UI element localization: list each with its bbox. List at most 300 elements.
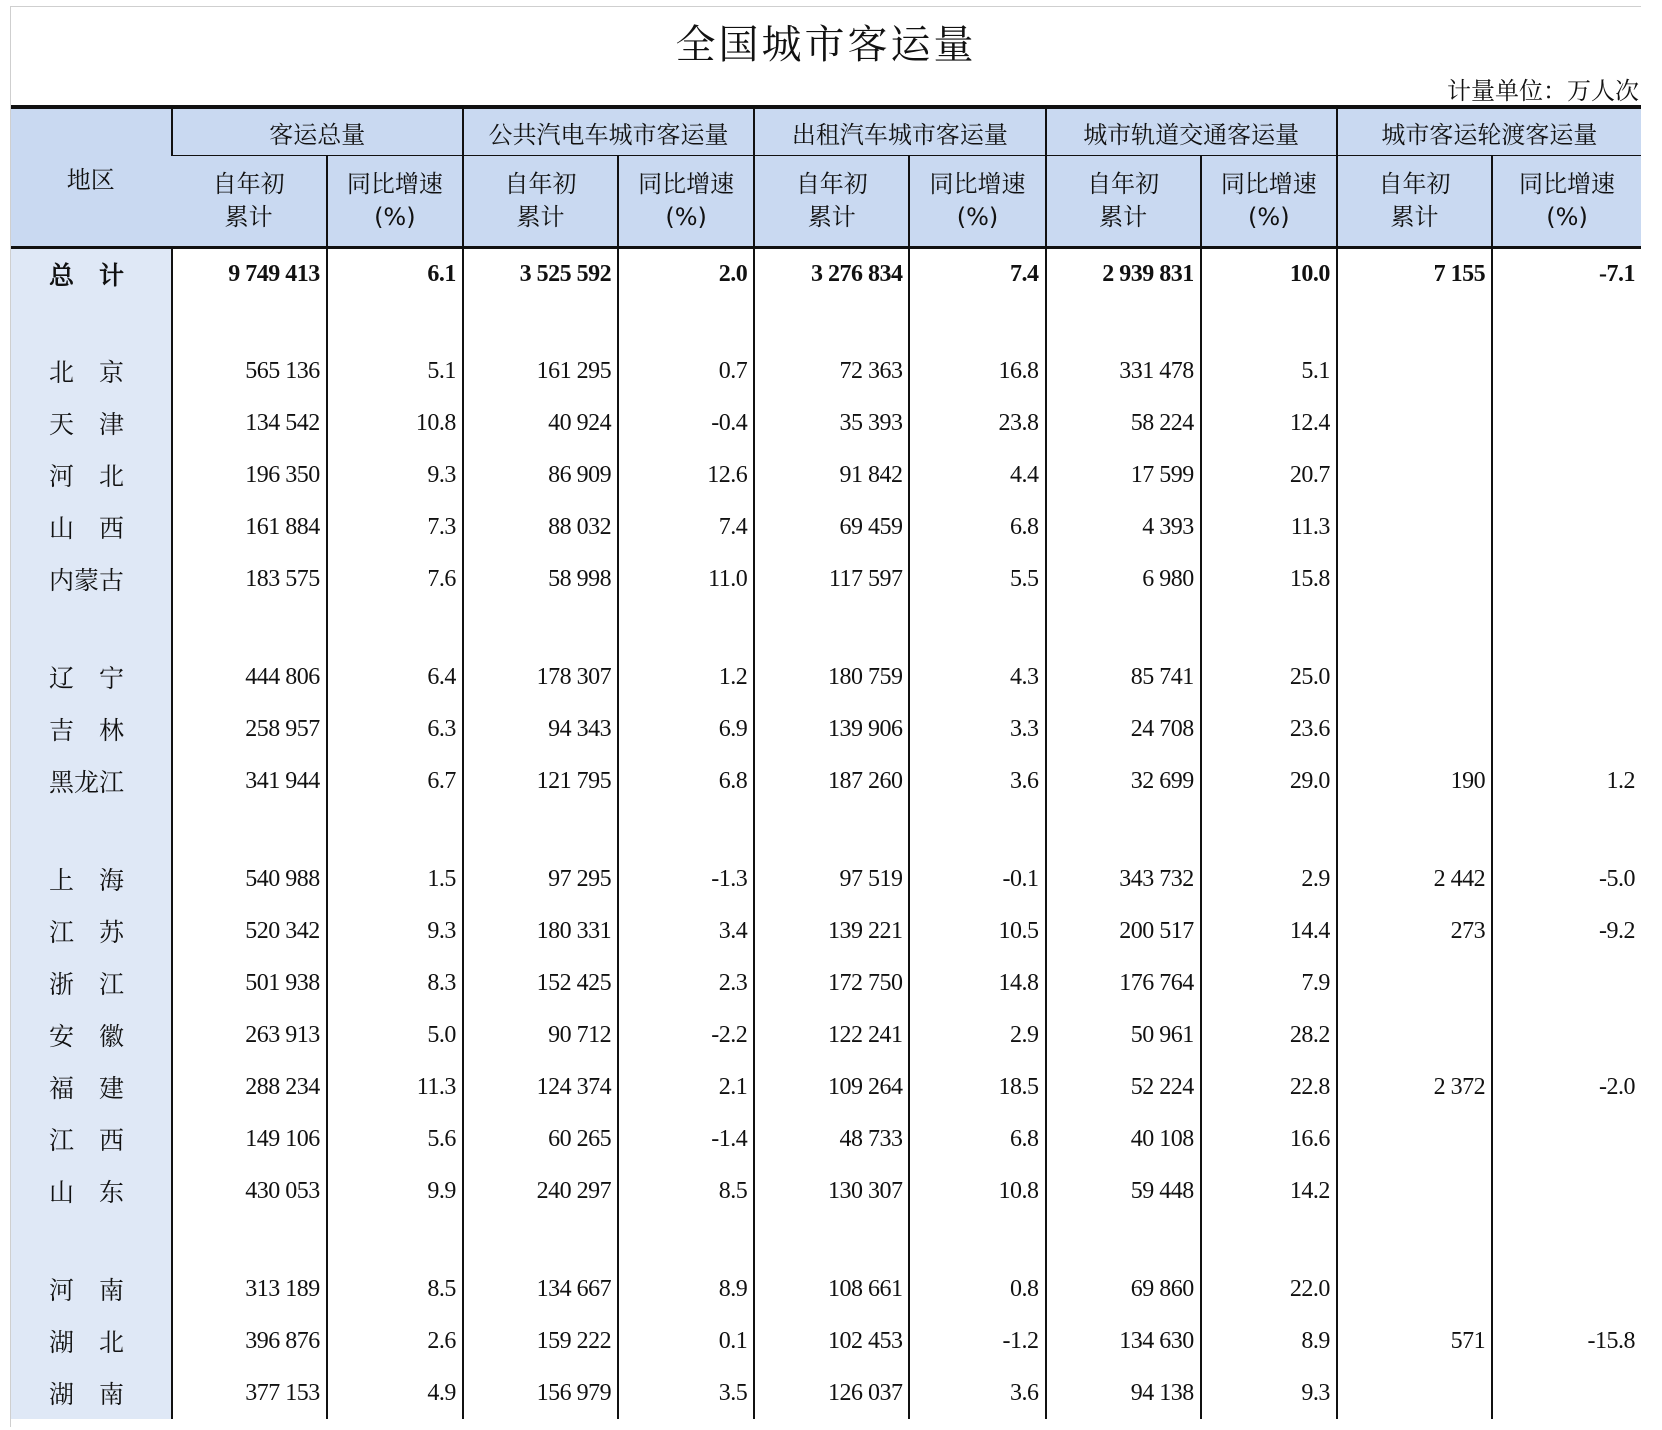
empty-cell	[463, 807, 618, 853]
region-cell: 上 海	[11, 853, 172, 905]
ytd-value-cell	[1337, 449, 1492, 501]
subheader-line: (%)	[1546, 203, 1588, 231]
ytd-value-cell: 178 307	[463, 651, 618, 703]
ytd-value-cell: 86 909	[463, 449, 618, 501]
subheader-ytd-cumulative	[172, 156, 327, 248]
total-row	[11, 248, 1641, 300]
table-header	[11, 107, 1641, 248]
growth-value-cell: 4.3	[909, 651, 1045, 703]
ytd-value-cell: 91 842	[754, 449, 909, 501]
growth-value-cell	[1492, 1367, 1641, 1419]
growth-value-cell: 23.6	[1201, 703, 1337, 755]
empty-cell	[754, 1217, 909, 1263]
header-group-row	[11, 107, 1641, 156]
growth-value-cell: 28.2	[1201, 1009, 1337, 1061]
ytd-value-cell: 240 297	[463, 1165, 618, 1217]
ytd-value-cell: 180 331	[463, 905, 618, 957]
growth-value-cell: 6.3	[327, 703, 463, 755]
ytd-value-cell: 501 938	[172, 957, 327, 1009]
growth-value-cell: 3.4	[618, 905, 754, 957]
table-row	[11, 345, 1641, 397]
ytd-value-cell: 273	[1337, 905, 1492, 957]
ytd-value-cell: 102 453	[754, 1315, 909, 1367]
ytd-value-cell: 152 425	[463, 957, 618, 1009]
region-cell: 河 北	[11, 449, 172, 501]
ytd-value-cell: 156 979	[463, 1367, 618, 1419]
empty-cell	[1046, 1217, 1201, 1263]
growth-value-cell: 6.4	[327, 651, 463, 703]
region-cell: 北 京	[11, 345, 172, 397]
subheader-yoy-growth	[1201, 156, 1337, 248]
growth-value-cell: -1.3	[618, 853, 754, 905]
growth-value-cell: 8.5	[327, 1263, 463, 1315]
region-cell: 河 南	[11, 1263, 172, 1315]
ytd-value-cell: 444 806	[172, 651, 327, 703]
growth-value-cell: 7.4	[909, 248, 1045, 300]
growth-value-cell: 22.0	[1201, 1263, 1337, 1315]
growth-value-cell: 6.8	[618, 755, 754, 807]
table-body	[11, 248, 1641, 1420]
ytd-value-cell: 117 597	[754, 553, 909, 605]
subheader-line: (%)	[956, 203, 999, 231]
subheader-yoy-growth	[1492, 156, 1641, 248]
region-cell: 浙 江	[11, 957, 172, 1009]
growth-value-cell: 2.9	[909, 1009, 1045, 1061]
ytd-value-cell: 85 741	[1046, 651, 1201, 703]
ytd-value-cell: 4 393	[1046, 501, 1201, 553]
subheader-line: 累计	[1390, 203, 1439, 231]
spacer-row	[11, 1217, 1641, 1263]
ytd-value-cell: 58 998	[463, 553, 618, 605]
region-header: 地区	[11, 107, 172, 248]
ytd-value-cell: 17 599	[1046, 449, 1201, 501]
table-row	[11, 957, 1641, 1009]
empty-cell	[172, 1217, 327, 1263]
growth-value-cell: -2.2	[618, 1009, 754, 1061]
ytd-value-cell	[1337, 1263, 1492, 1315]
empty-cell	[172, 299, 327, 345]
ytd-value-cell: 50 961	[1046, 1009, 1201, 1061]
empty-cell	[172, 807, 327, 853]
growth-value-cell: 8.9	[618, 1263, 754, 1315]
spacer-row	[11, 605, 1641, 651]
ytd-value-cell: 196 350	[172, 449, 327, 501]
table-row	[11, 553, 1641, 605]
ytd-value-cell: 172 750	[754, 957, 909, 1009]
subheader-line: (%)	[665, 203, 707, 231]
growth-value-cell: 12.4	[1201, 397, 1337, 449]
group-header-ferry: 城市客运轮渡客运量	[1337, 107, 1641, 156]
ytd-value-cell: 109 264	[754, 1061, 909, 1113]
growth-value-cell: 14.4	[1201, 905, 1337, 957]
subheader-ytd-cumulative	[1337, 156, 1492, 248]
growth-value-cell: 11.3	[1201, 501, 1337, 553]
empty-cell	[618, 807, 754, 853]
subheader-yoy-growth	[327, 156, 463, 248]
ytd-value-cell: 258 957	[172, 703, 327, 755]
ytd-value-cell: 121 795	[463, 755, 618, 807]
table-row	[11, 651, 1641, 703]
ytd-value-cell: 58 224	[1046, 397, 1201, 449]
empty-cell	[909, 605, 1045, 651]
subheader-line: 同比增速	[638, 170, 735, 198]
subheader-line: 自年初	[212, 170, 285, 198]
subheader-line: 自年初	[504, 170, 577, 198]
empty-cell	[1492, 1217, 1641, 1263]
ytd-value-cell: 59 448	[1046, 1165, 1201, 1217]
table-row	[11, 397, 1641, 449]
group-header-taxi: 出租汽车城市客运量	[754, 107, 1045, 156]
subheader-line: (%)	[1248, 203, 1290, 231]
group-header-total: 客运总量	[172, 107, 463, 156]
empty-cell	[618, 1217, 754, 1263]
table-row	[11, 853, 1641, 905]
empty-cell	[327, 807, 463, 853]
growth-value-cell	[1492, 553, 1641, 605]
ytd-value-cell: 396 876	[172, 1315, 327, 1367]
growth-value-cell: 1.2	[1492, 755, 1641, 807]
table-row	[11, 1061, 1641, 1113]
region-cell: 吉 林	[11, 703, 172, 755]
table-row	[11, 449, 1641, 501]
growth-value-cell	[1492, 1113, 1641, 1165]
table-row	[11, 501, 1641, 553]
growth-value-cell: 7.9	[1201, 957, 1337, 1009]
region-cell: 黑龙江	[11, 755, 172, 807]
growth-value-cell: 23.8	[909, 397, 1045, 449]
subheader-line: 同比增速	[1519, 170, 1616, 198]
ytd-value-cell	[1337, 501, 1492, 553]
growth-value-cell: 1.2	[618, 651, 754, 703]
growth-value-cell: 4.9	[327, 1367, 463, 1419]
header-sub-row	[11, 156, 1641, 248]
subheader-ytd-cumulative	[754, 156, 909, 248]
growth-value-cell: 9.9	[327, 1165, 463, 1217]
ytd-value-cell: 183 575	[172, 553, 327, 605]
ytd-value-cell	[1337, 553, 1492, 605]
ytd-value-cell: 130 307	[754, 1165, 909, 1217]
ytd-value-cell	[1337, 345, 1492, 397]
spacer-row	[11, 299, 1641, 345]
ytd-value-cell: 52 224	[1046, 1061, 1201, 1113]
table-row	[11, 1113, 1641, 1165]
ytd-value-cell	[1337, 397, 1492, 449]
empty-cell	[1492, 299, 1641, 345]
table-row	[11, 703, 1641, 755]
region-cell: 江 苏	[11, 905, 172, 957]
growth-value-cell	[1492, 651, 1641, 703]
growth-value-cell	[1492, 501, 1641, 553]
growth-value-cell: 2.3	[618, 957, 754, 1009]
unit-label: 计量单位：万人次	[1447, 77, 1639, 105]
table-row	[11, 1263, 1641, 1315]
subheader-yoy-growth	[618, 156, 754, 248]
ytd-value-cell: 149 106	[172, 1113, 327, 1165]
ytd-value-cell: 161 884	[172, 501, 327, 553]
ytd-value-cell: 377 153	[172, 1367, 327, 1419]
growth-value-cell: 4.4	[909, 449, 1045, 501]
ytd-value-cell: 331 478	[1046, 345, 1201, 397]
ytd-value-cell: 2 372	[1337, 1061, 1492, 1113]
empty-cell	[754, 299, 909, 345]
table-row	[11, 755, 1641, 807]
ytd-value-cell: 161 295	[463, 345, 618, 397]
growth-value-cell: 14.2	[1201, 1165, 1337, 1217]
growth-value-cell: 7.4	[618, 501, 754, 553]
ytd-value-cell: 108 661	[754, 1263, 909, 1315]
ytd-value-cell: 3 525 592	[463, 248, 618, 300]
growth-value-cell: 5.6	[327, 1113, 463, 1165]
ytd-value-cell: 40 924	[463, 397, 618, 449]
subheader-ytd-cumulative	[1046, 156, 1201, 248]
empty-cell	[1492, 605, 1641, 651]
growth-value-cell: 6.9	[618, 703, 754, 755]
empty-cell	[1201, 807, 1337, 853]
growth-value-cell: 9.3	[1201, 1367, 1337, 1419]
ytd-value-cell	[1337, 1113, 1492, 1165]
ytd-value-cell	[1337, 1367, 1492, 1419]
table-row	[11, 1315, 1641, 1367]
ytd-value-cell: 520 342	[172, 905, 327, 957]
ytd-value-cell: 176 764	[1046, 957, 1201, 1009]
empty-cell	[1046, 605, 1201, 651]
empty-cell	[1201, 1217, 1337, 1263]
growth-value-cell: 18.5	[909, 1061, 1045, 1113]
subheader-yoy-growth	[909, 156, 1045, 248]
growth-value-cell	[1492, 397, 1641, 449]
ytd-value-cell: 2 442	[1337, 853, 1492, 905]
growth-value-cell: 5.1	[327, 345, 463, 397]
region-cell: 总 计	[11, 248, 172, 300]
ytd-value-cell: 540 988	[172, 853, 327, 905]
empty-cell	[1337, 1217, 1492, 1263]
empty-cell	[1337, 299, 1492, 345]
growth-value-cell: -0.1	[909, 853, 1045, 905]
ytd-value-cell: 97 295	[463, 853, 618, 905]
growth-value-cell: 6.1	[327, 248, 463, 300]
region-cell	[11, 1217, 172, 1263]
empty-cell	[1046, 299, 1201, 345]
growth-value-cell: 8.5	[618, 1165, 754, 1217]
growth-value-cell: 3.3	[909, 703, 1045, 755]
ytd-value-cell: 35 393	[754, 397, 909, 449]
growth-value-cell	[1492, 345, 1641, 397]
growth-value-cell: 9.3	[327, 449, 463, 501]
region-cell: 福 建	[11, 1061, 172, 1113]
empty-cell	[172, 605, 327, 651]
growth-value-cell: 20.7	[1201, 449, 1337, 501]
ytd-value-cell: 180 759	[754, 651, 909, 703]
region-cell	[11, 605, 172, 651]
empty-cell	[618, 605, 754, 651]
ytd-value-cell: 430 053	[172, 1165, 327, 1217]
growth-value-cell: 5.1	[1201, 345, 1337, 397]
empty-cell	[1201, 299, 1337, 345]
region-cell	[11, 299, 172, 345]
ytd-value-cell: 90 712	[463, 1009, 618, 1061]
growth-value-cell: 22.8	[1201, 1061, 1337, 1113]
page-title: 全国城市客运量	[675, 22, 977, 68]
empty-cell	[1201, 605, 1337, 651]
ytd-value-cell: 32 699	[1046, 755, 1201, 807]
ytd-value-cell: 7 155	[1337, 248, 1492, 300]
empty-cell	[909, 807, 1045, 853]
ytd-value-cell: 341 944	[172, 755, 327, 807]
ytd-value-cell: 124 374	[463, 1061, 618, 1113]
region-cell: 山 西	[11, 501, 172, 553]
growth-value-cell: 10.0	[1201, 248, 1337, 300]
growth-value-cell: -0.4	[618, 397, 754, 449]
growth-value-cell: -7.1	[1492, 248, 1641, 300]
table-row	[11, 1367, 1641, 1419]
growth-value-cell: 25.0	[1201, 651, 1337, 703]
growth-value-cell: 16.6	[1201, 1113, 1337, 1165]
subheader-line: 自年初	[1087, 170, 1160, 198]
growth-value-cell: -1.2	[909, 1315, 1045, 1367]
ytd-value-cell: 69 459	[754, 501, 909, 553]
subheader-line: 累计	[1099, 203, 1148, 231]
ytd-value-cell	[1337, 703, 1492, 755]
empty-cell	[327, 299, 463, 345]
ytd-value-cell: 9 749 413	[172, 248, 327, 300]
empty-cell	[1046, 807, 1201, 853]
growth-value-cell: 0.8	[909, 1263, 1045, 1315]
empty-cell	[463, 605, 618, 651]
growth-value-cell: 8.3	[327, 957, 463, 1009]
table-row	[11, 1009, 1641, 1061]
growth-value-cell: 16.8	[909, 345, 1045, 397]
empty-cell	[463, 1217, 618, 1263]
growth-value-cell: 10.5	[909, 905, 1045, 957]
ytd-value-cell	[1337, 1009, 1492, 1061]
growth-value-cell	[1492, 1263, 1641, 1315]
report-page	[10, 6, 1641, 1427]
growth-value-cell: 3.5	[618, 1367, 754, 1419]
ytd-value-cell: 134 542	[172, 397, 327, 449]
growth-value-cell: 5.0	[327, 1009, 463, 1061]
table-row	[11, 1165, 1641, 1217]
growth-value-cell: 10.8	[909, 1165, 1045, 1217]
subheader-line: 自年初	[795, 170, 868, 198]
ytd-value-cell: 72 363	[754, 345, 909, 397]
ytd-value-cell: 2 939 831	[1046, 248, 1201, 300]
ytd-value-cell: 187 260	[754, 755, 909, 807]
empty-cell	[327, 605, 463, 651]
group-header-bus: 公共汽电车城市客运量	[463, 107, 754, 156]
ytd-value-cell: 313 189	[172, 1263, 327, 1315]
ytd-value-cell: 6 980	[1046, 553, 1201, 605]
growth-value-cell: 6.8	[909, 1113, 1045, 1165]
growth-value-cell	[1492, 703, 1641, 755]
empty-cell	[1337, 605, 1492, 651]
empty-cell	[618, 299, 754, 345]
ytd-value-cell: 97 519	[754, 853, 909, 905]
ytd-value-cell: 200 517	[1046, 905, 1201, 957]
growth-value-cell: 29.0	[1201, 755, 1337, 807]
growth-value-cell: 6.8	[909, 501, 1045, 553]
ytd-value-cell: 288 234	[172, 1061, 327, 1113]
ytd-value-cell	[1337, 1165, 1492, 1217]
growth-value-cell	[1492, 1165, 1641, 1217]
subheader-line: 自年初	[1378, 170, 1451, 198]
ytd-value-cell: 3 276 834	[754, 248, 909, 300]
growth-value-cell: 12.6	[618, 449, 754, 501]
region-cell: 内蒙古	[11, 553, 172, 605]
growth-value-cell: 5.5	[909, 553, 1045, 605]
growth-value-cell: -15.8	[1492, 1315, 1641, 1367]
ytd-value-cell: 343 732	[1046, 853, 1201, 905]
growth-value-cell: -2.0	[1492, 1061, 1641, 1113]
spacer-row	[11, 807, 1641, 853]
region-cell: 湖 南	[11, 1367, 172, 1419]
ytd-value-cell: 60 265	[463, 1113, 618, 1165]
growth-value-cell: 0.1	[618, 1315, 754, 1367]
growth-value-cell: 15.8	[1201, 553, 1337, 605]
empty-cell	[754, 605, 909, 651]
table-row	[11, 905, 1641, 957]
ytd-value-cell: 88 032	[463, 501, 618, 553]
subheader-line: (%)	[374, 203, 416, 231]
ytd-value-cell: 565 136	[172, 345, 327, 397]
region-cell: 山 东	[11, 1165, 172, 1217]
growth-value-cell: 2.1	[618, 1061, 754, 1113]
growth-value-cell: 3.6	[909, 1367, 1045, 1419]
ytd-value-cell: 126 037	[754, 1367, 909, 1419]
ytd-value-cell: 134 630	[1046, 1315, 1201, 1367]
growth-value-cell: 0.7	[618, 345, 754, 397]
ytd-value-cell: 24 708	[1046, 703, 1201, 755]
growth-value-cell: 1.5	[327, 853, 463, 905]
subheader-ytd-cumulative	[463, 156, 618, 248]
growth-value-cell: 2.6	[327, 1315, 463, 1367]
ytd-value-cell	[1337, 651, 1492, 703]
growth-value-cell: 10.8	[327, 397, 463, 449]
empty-cell	[327, 1217, 463, 1263]
region-cell: 安 徽	[11, 1009, 172, 1061]
growth-value-cell: 7.6	[327, 553, 463, 605]
ytd-value-cell: 122 241	[754, 1009, 909, 1061]
subheader-line: 累计	[516, 203, 565, 231]
passenger-volume-table	[11, 105, 1641, 1419]
ytd-value-cell: 571	[1337, 1315, 1492, 1367]
subheader-line: 累计	[224, 203, 273, 231]
ytd-value-cell: 139 906	[754, 703, 909, 755]
empty-cell	[909, 299, 1045, 345]
region-cell: 天 津	[11, 397, 172, 449]
empty-cell	[1337, 807, 1492, 853]
subheader-line: 累计	[807, 203, 856, 231]
ytd-value-cell	[1337, 957, 1492, 1009]
empty-cell	[909, 1217, 1045, 1263]
ytd-value-cell: 94 138	[1046, 1367, 1201, 1419]
ytd-value-cell: 190	[1337, 755, 1492, 807]
ytd-value-cell: 94 343	[463, 703, 618, 755]
growth-value-cell: -9.2	[1492, 905, 1641, 957]
growth-value-cell: 14.8	[909, 957, 1045, 1009]
growth-value-cell: 7.3	[327, 501, 463, 553]
subheader-line: 同比增速	[1220, 170, 1317, 198]
ytd-value-cell: 139 221	[754, 905, 909, 957]
growth-value-cell: 8.9	[1201, 1315, 1337, 1367]
growth-value-cell: 6.7	[327, 755, 463, 807]
subheader-line: 同比增速	[346, 170, 443, 198]
ytd-value-cell: 69 860	[1046, 1263, 1201, 1315]
growth-value-cell: 11.0	[618, 553, 754, 605]
ytd-value-cell: 134 667	[463, 1263, 618, 1315]
growth-value-cell: 11.3	[327, 1061, 463, 1113]
growth-value-cell	[1492, 1009, 1641, 1061]
growth-value-cell	[1492, 957, 1641, 1009]
